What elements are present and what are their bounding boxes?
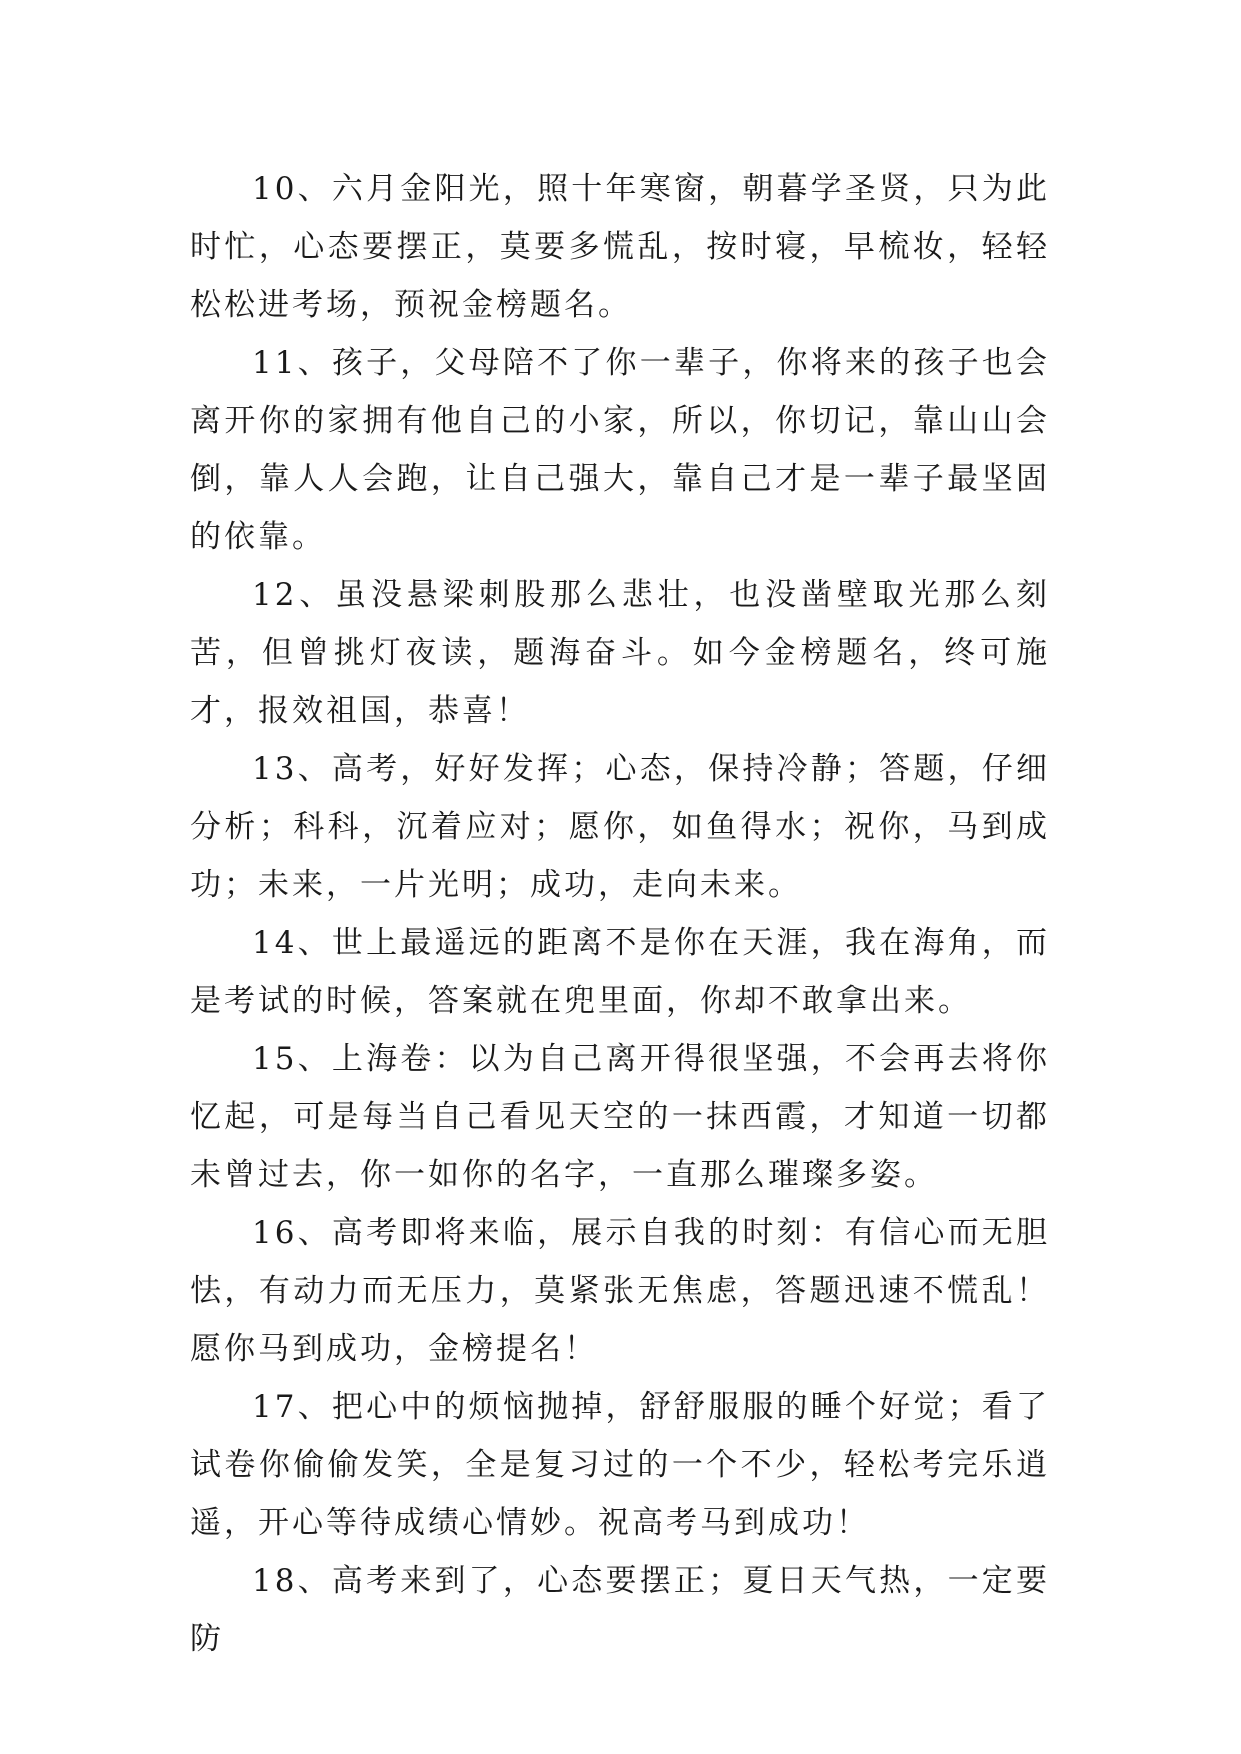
paragraph-10: 10、六月金阳光，照十年寒窗，朝暮学圣贤，只为此时忙，心态要摆正，莫要多慌乱，按时寝，早梳妆，轻轻松松进考场，预祝金榜题名。 bbox=[190, 171, 1050, 323]
paragraph-11: 11、孩子，父母陪不了你一辈子，你将来的孩子也会离开你的家拥有他自己的小家，所以，你切记，靠山山会倒，靠人人会跑，让自己强大，靠自己才是一辈子最坚固的依靠。 bbox=[190, 345, 1050, 555]
paragraph-12: 12、虽没悬梁刺股那么悲壮，也没凿壁取光那么刻苦，但曾挑灯夜读，题海奋斗。如今金榜题名，终可施才，报效祖国，恭喜！ bbox=[190, 577, 1050, 729]
paragraph-15: 15、上海卷：以为自己离开得很坚强，不会再去将你忆起，可是每当自己看见天空的一抹西霞，才知道一切都未曾过去，你一如你的名字，一直那么璀璨多姿。 bbox=[190, 1041, 1050, 1193]
paragraph-13: 13、高考，好好发挥；心态，保持冷静；答题，仔细分析；科科，沉着应对；愿你，如鱼得水；祝你，马到成功；未来，一片光明；成功，走向未来。 bbox=[190, 751, 1050, 903]
document-body bbox=[190, 160, 1050, 1668]
paragraph-16: 16、高考即将来临，展示自我的时刻：有信心而无胆怯，有动力而无压力，莫紧张无焦虑，答题迅速不慌乱！愿你马到成功，金榜提名！ bbox=[190, 1215, 1050, 1367]
paragraph-18: 18、高考来到了，心态要摆正；夏日天气热，一定要防 bbox=[190, 1563, 1050, 1657]
paragraph-14: 14、世上最遥远的距离不是你在天涯，我在海角，而是考试的时候，答案就在兜里面，你却不敢拿出来。 bbox=[190, 925, 1050, 1019]
paragraph-17: 17、把心中的烦恼抛掉，舒舒服服的睡个好觉；看了试卷你偷偷发笑，全是复习过的一个不少，轻松考完乐逍遥，开心等待成绩心情妙。祝高考马到成功！ bbox=[190, 1389, 1050, 1541]
